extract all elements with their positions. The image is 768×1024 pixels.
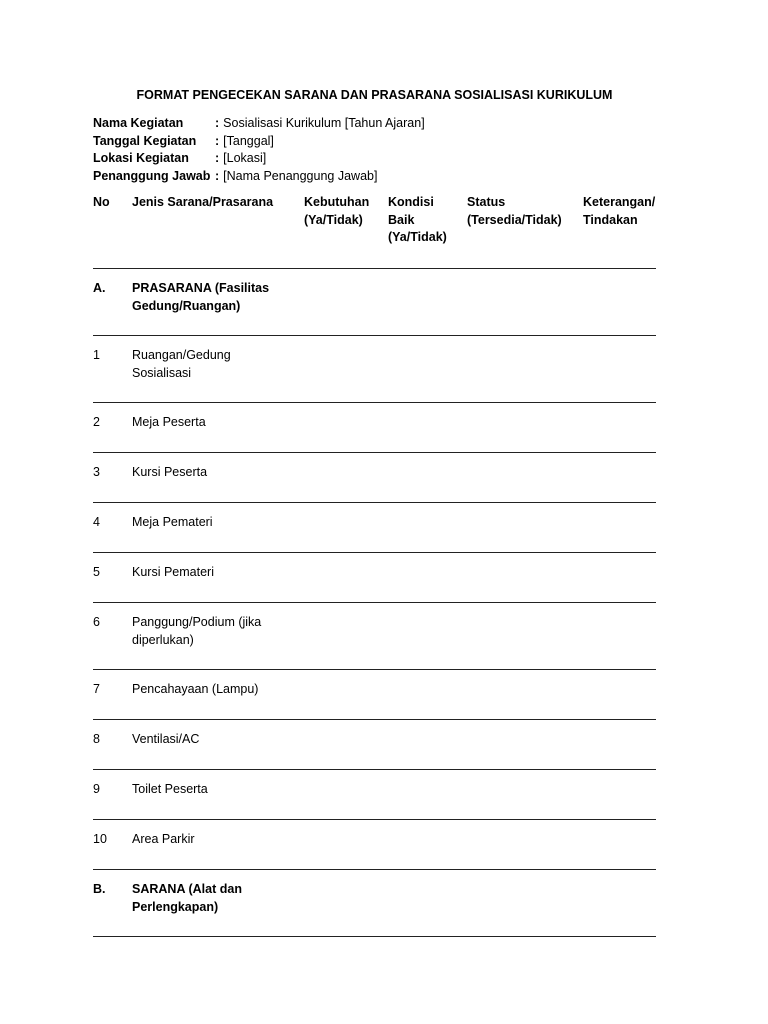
- table-row: [93, 769, 656, 819]
- document-title: FORMAT PENGECEKAN SARANA DAN PRASARANA SOSIALISASI KURIKULUM: [136, 88, 613, 102]
- row-jenis: Area Parkir: [132, 832, 195, 846]
- row-jenis: Meja Peserta: [132, 415, 206, 429]
- row-jenis: Pencahayaan (Lampu): [132, 682, 259, 696]
- info-row-nama-kegiatan: [93, 115, 425, 133]
- header-jenis: Jenis Sarana/Prasarana: [132, 195, 274, 209]
- row-jenis: Kursi Peserta: [132, 465, 208, 479]
- table-row: [93, 552, 656, 602]
- table-row: [93, 452, 656, 502]
- info-value: [Tanggal]: [223, 133, 274, 148]
- table-row: [93, 335, 656, 402]
- section-row: [93, 268, 656, 335]
- row-no: A.: [93, 281, 106, 295]
- table-row: [93, 819, 656, 869]
- row-jenis: SARANA (Alat dan Perlengkapan): [132, 882, 242, 914]
- info-label: Tanggal Kegiatan: [93, 133, 197, 148]
- header-keterangan: Keterangan/ Tindakan: [583, 195, 656, 227]
- info-row-tanggal-kegiatan: [93, 133, 425, 151]
- info-row-penanggung-jawab: [93, 168, 425, 186]
- row-jenis: Ventilasi/AC: [132, 732, 200, 746]
- row-no: 1: [93, 348, 100, 362]
- info-label: Lokasi Kegiatan: [93, 151, 189, 166]
- info-colon: :: [215, 116, 220, 130]
- row-no: 10: [93, 832, 107, 846]
- header-status: Status (Tersedia/Tidak): [467, 195, 562, 227]
- info-value: [Nama Penanggung Jawab]: [223, 168, 378, 183]
- row-jenis: PRASARANA (Fasilitas Gedung/Ruangan): [132, 281, 270, 313]
- info-label: Penanggung Jawab: [93, 168, 211, 183]
- table-row: [93, 502, 656, 552]
- info-label: Nama Kegiatan: [93, 116, 184, 130]
- header-kebutuhan: Kebutuhan (Ya/Tidak): [304, 195, 370, 227]
- header-no: No: [93, 195, 110, 209]
- table-row: [93, 719, 656, 769]
- row-no: 6: [93, 615, 100, 629]
- table-row: [93, 669, 656, 719]
- info-value: Sosialisasi Kurikulum [Tahun Ajaran]: [223, 116, 425, 130]
- table-row: [93, 402, 656, 452]
- info-colon: :: [215, 133, 220, 148]
- row-jenis: Toilet Peserta: [132, 782, 208, 796]
- row-jenis: Panggung/Podium (jika diperlukan): [132, 615, 262, 647]
- table-header: [93, 194, 656, 268]
- checklist-table: [93, 194, 656, 937]
- activity-info: [93, 115, 425, 185]
- info-value: [Lokasi]: [223, 151, 267, 166]
- row-no: B.: [93, 882, 106, 896]
- row-jenis: Meja Pemateri: [132, 515, 213, 529]
- row-no: 8: [93, 732, 100, 746]
- row-no: 3: [93, 465, 100, 479]
- row-no: 5: [93, 565, 100, 579]
- row-jenis: Kursi Pemateri: [132, 565, 214, 579]
- info-colon: :: [215, 168, 220, 183]
- row-no: 9: [93, 782, 100, 796]
- row-jenis: Ruangan/Gedung Sosialisasi: [132, 348, 231, 380]
- section-row: [93, 869, 656, 937]
- row-no: 7: [93, 682, 100, 696]
- row-no: 2: [93, 415, 100, 429]
- info-colon: :: [215, 151, 220, 166]
- info-row-lokasi-kegiatan: [93, 150, 425, 168]
- row-no: 4: [93, 515, 100, 529]
- header-kondisi: Kondisi Baik (Ya/Tidak): [388, 195, 447, 245]
- table-row: [93, 602, 656, 669]
